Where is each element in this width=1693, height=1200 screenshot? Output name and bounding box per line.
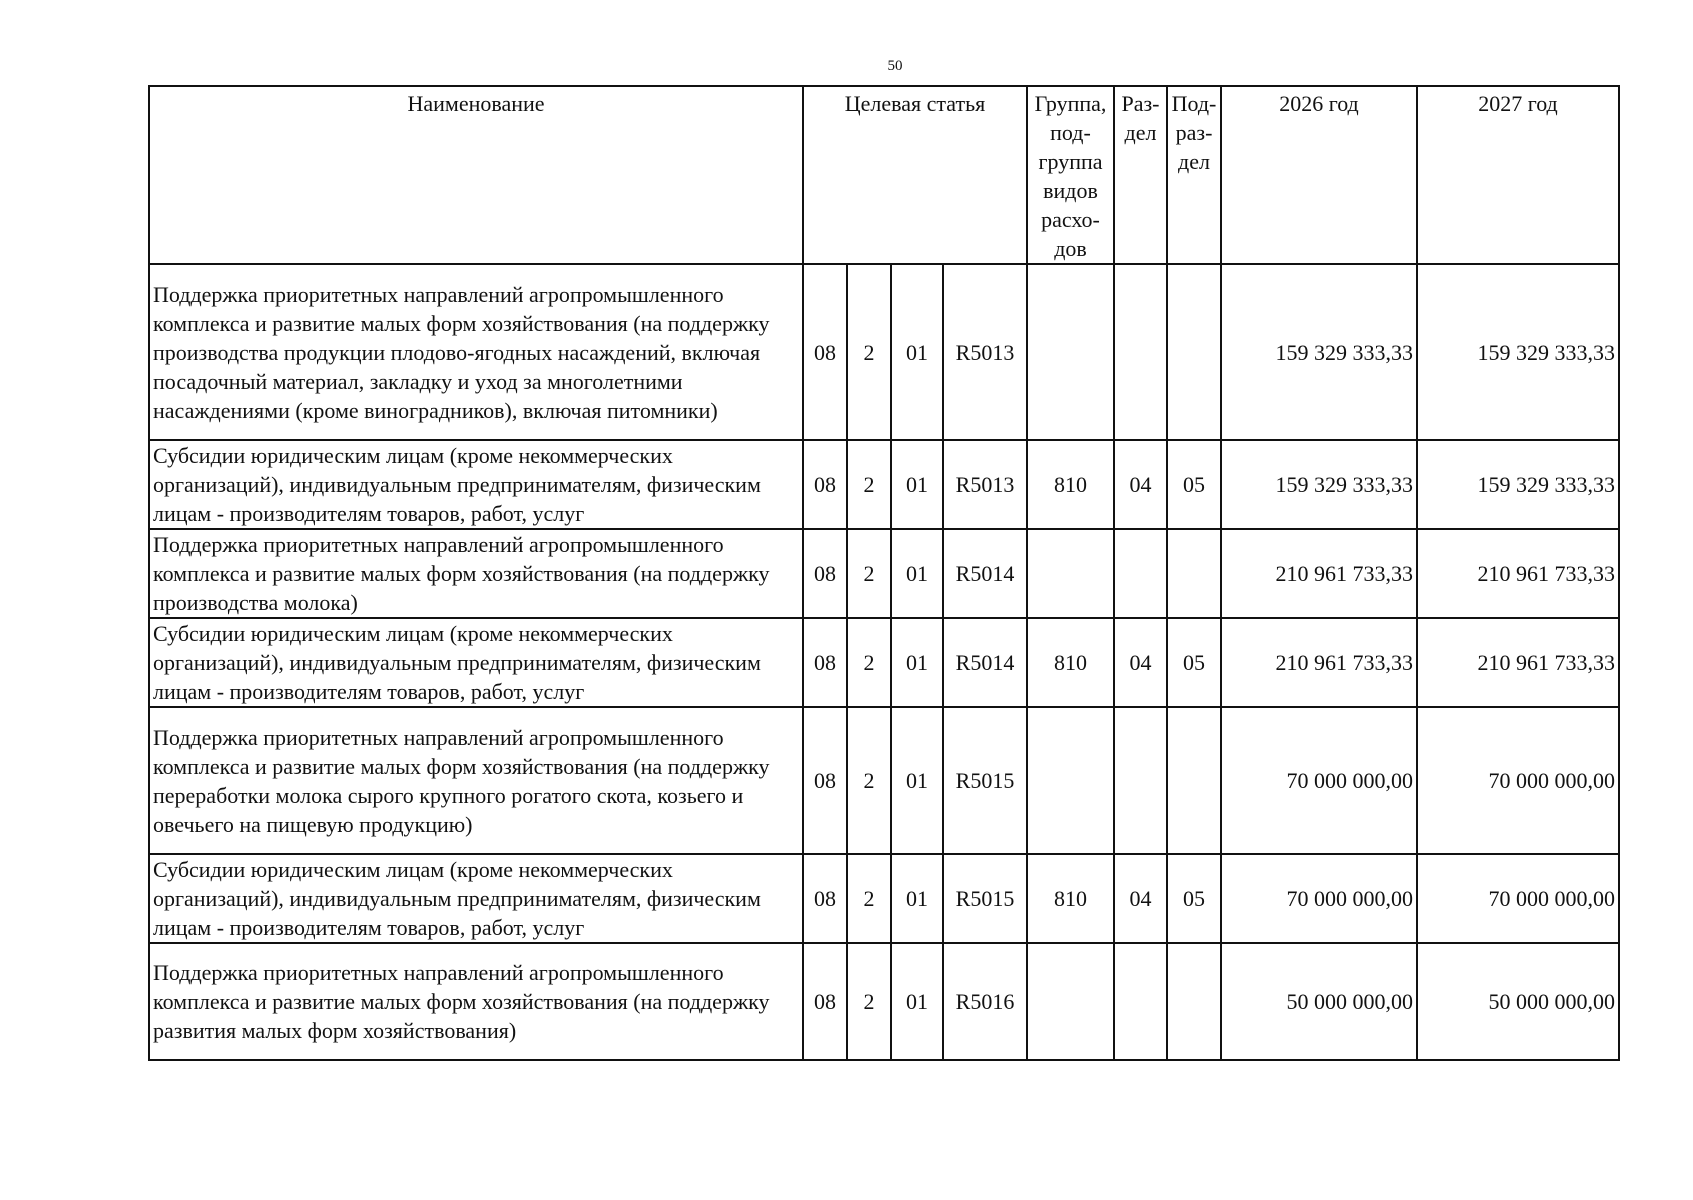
target-direction: R5013 xyxy=(943,264,1027,440)
table-row xyxy=(149,854,1619,943)
header-target: Целевая статья xyxy=(803,86,1027,264)
table-row xyxy=(149,529,1619,618)
target-event: 01 xyxy=(891,854,943,943)
target-program: 08 xyxy=(803,618,847,707)
section xyxy=(1114,707,1167,854)
amount-2026: 50 000 000,00 xyxy=(1221,943,1417,1060)
header-row xyxy=(149,86,1619,264)
header-name: Наименование xyxy=(149,86,803,264)
target-subprogram: 2 xyxy=(847,707,891,854)
amount-2026: 210 961 733,33 xyxy=(1221,529,1417,618)
target-direction: R5016 xyxy=(943,943,1027,1060)
target-event: 01 xyxy=(891,440,943,529)
row-name: Поддержка приоритетных направлений агропромышленного комплекса и развитие малых форм хозяйствования (на поддержку производства продукции плодово-ягодных насаждений, включая посадочный материал, закладку и уход за многолетними насаждениями (кроме виноградников), включая питомники) xyxy=(149,264,803,440)
header-year-2027: 2027 год xyxy=(1417,86,1619,264)
header-year-2026: 2026 год xyxy=(1221,86,1417,264)
subsection xyxy=(1167,529,1221,618)
target-program: 08 xyxy=(803,440,847,529)
budget-table xyxy=(148,85,1620,1061)
expense-group: 810 xyxy=(1027,440,1114,529)
amount-2027: 210 961 733,33 xyxy=(1417,529,1619,618)
table-row xyxy=(149,707,1619,854)
target-subprogram: 2 xyxy=(847,529,891,618)
target-subprogram: 2 xyxy=(847,440,891,529)
subsection: 05 xyxy=(1167,854,1221,943)
target-direction: R5015 xyxy=(943,854,1027,943)
amount-2027: 159 329 333,33 xyxy=(1417,440,1619,529)
target-event: 01 xyxy=(891,529,943,618)
subsection xyxy=(1167,943,1221,1060)
expense-group xyxy=(1027,529,1114,618)
target-program: 08 xyxy=(803,529,847,618)
section xyxy=(1114,943,1167,1060)
target-direction: R5015 xyxy=(943,707,1027,854)
amount-2027: 70 000 000,00 xyxy=(1417,707,1619,854)
row-name: Субсидии юридическим лицам (кроме некоммерческих организаций), индивидуальным предпринимателям, физическим лицам - производителям товаров, работ, услуг xyxy=(149,618,803,707)
target-event: 01 xyxy=(891,943,943,1060)
table-row xyxy=(149,618,1619,707)
target-program: 08 xyxy=(803,854,847,943)
target-direction: R5013 xyxy=(943,440,1027,529)
subsection xyxy=(1167,264,1221,440)
page-number: 50 xyxy=(887,58,903,74)
target-event: 01 xyxy=(891,264,943,440)
row-name: Субсидии юридическим лицам (кроме некоммерческих организаций), индивидуальным предпринимателям, физическим лицам - производителям товаров, работ, услуг xyxy=(149,440,803,529)
target-program: 08 xyxy=(803,943,847,1060)
section xyxy=(1114,529,1167,618)
row-name: Поддержка приоритетных направлений агропромышленного комплекса и развитие малых форм хозяйствования (на поддержку переработки молока сырого крупного рогатого скота, козьего и овечьего на пищевую продукцию) xyxy=(149,707,803,854)
amount-2026: 70 000 000,00 xyxy=(1221,854,1417,943)
target-program: 08 xyxy=(803,264,847,440)
header-group: Группа, под-группа видов расхо-дов xyxy=(1027,86,1114,264)
header-section: Раз-дел xyxy=(1114,86,1167,264)
row-name: Поддержка приоритетных направлений агропромышленного комплекса и развитие малых форм хозяйствования (на поддержку развития малых форм хозяйствования) xyxy=(149,943,803,1060)
table-row xyxy=(149,264,1619,440)
subsection xyxy=(1167,707,1221,854)
amount-2027: 50 000 000,00 xyxy=(1417,943,1619,1060)
amount-2026: 159 329 333,33 xyxy=(1221,264,1417,440)
amount-2026: 70 000 000,00 xyxy=(1221,707,1417,854)
expense-group: 810 xyxy=(1027,618,1114,707)
section: 04 xyxy=(1114,440,1167,529)
subsection: 05 xyxy=(1167,440,1221,529)
section: 04 xyxy=(1114,854,1167,943)
table-row xyxy=(149,440,1619,529)
amount-2027: 210 961 733,33 xyxy=(1417,618,1619,707)
target-direction: R5014 xyxy=(943,529,1027,618)
amount-2026: 159 329 333,33 xyxy=(1221,440,1417,529)
row-name: Поддержка приоритетных направлений агропромышленного комплекса и развитие малых форм хозяйствования (на поддержку производства молока) xyxy=(149,529,803,618)
target-subprogram: 2 xyxy=(847,854,891,943)
section xyxy=(1114,264,1167,440)
target-direction: R5014 xyxy=(943,618,1027,707)
subsection: 05 xyxy=(1167,618,1221,707)
header-subsection: Под-раз-дел xyxy=(1167,86,1221,264)
expense-group xyxy=(1027,707,1114,854)
target-subprogram: 2 xyxy=(847,618,891,707)
amount-2027: 159 329 333,33 xyxy=(1417,264,1619,440)
expense-group xyxy=(1027,264,1114,440)
target-event: 01 xyxy=(891,707,943,854)
amount-2026: 210 961 733,33 xyxy=(1221,618,1417,707)
expense-group xyxy=(1027,943,1114,1060)
target-event: 01 xyxy=(891,618,943,707)
table-row xyxy=(149,943,1619,1060)
target-program: 08 xyxy=(803,707,847,854)
amount-2027: 70 000 000,00 xyxy=(1417,854,1619,943)
target-subprogram: 2 xyxy=(847,943,891,1060)
target-subprogram: 2 xyxy=(847,264,891,440)
section: 04 xyxy=(1114,618,1167,707)
row-name: Субсидии юридическим лицам (кроме некоммерческих организаций), индивидуальным предпринимателям, физическим лицам - производителям товаров, работ, услуг xyxy=(149,854,803,943)
expense-group: 810 xyxy=(1027,854,1114,943)
